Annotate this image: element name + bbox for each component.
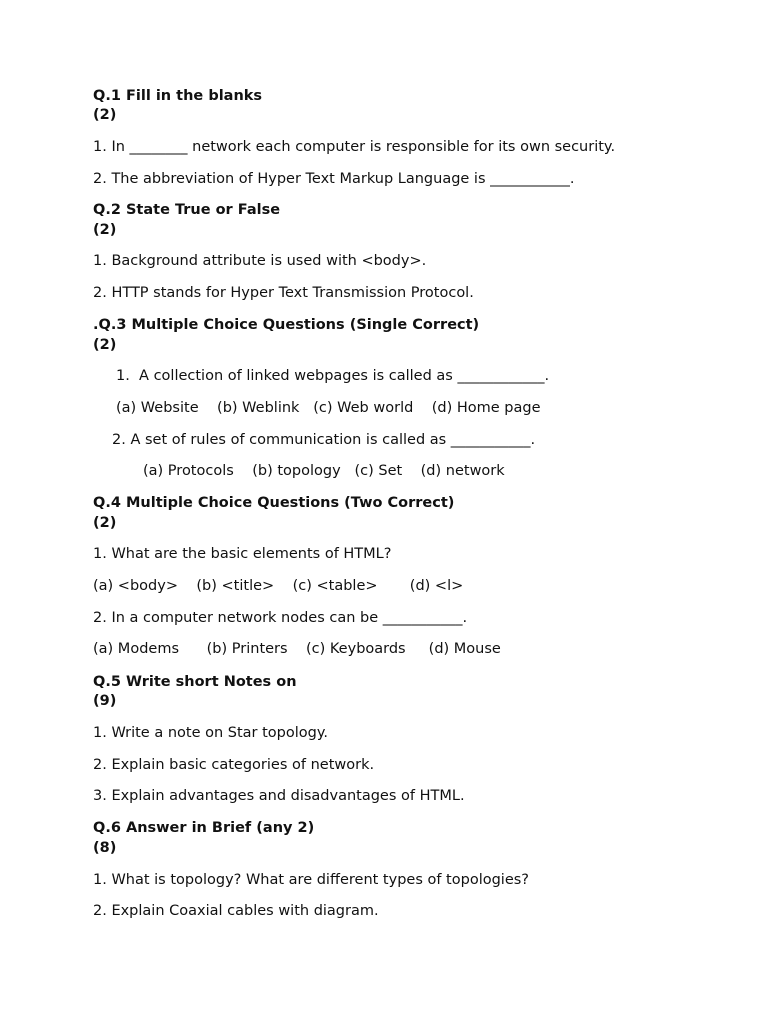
- q4-options-2: (a) Modems (b) Printers (c) Keyboards (d) Mouse: [93, 641, 501, 657]
- q4-item-1: 1. What are the basic elements of HTML?: [93, 546, 392, 562]
- q2-marks: (2): [93, 222, 117, 238]
- q3-options-1: (a) Website (b) Weblink (c) Web world (d) Home page: [116, 400, 541, 416]
- q3-options-2: (a) Protocols (b) topology (c) Set (d) network: [143, 463, 505, 479]
- q6-marks: (8): [93, 840, 117, 856]
- q2-item-1: 1. Background attribute is used with <body>.: [93, 253, 427, 269]
- q4-marks: (2): [93, 515, 117, 531]
- q2-item-2: 2. HTTP stands for Hyper Text Transmission Protocol.: [93, 285, 474, 301]
- q1-marks: (2): [93, 107, 117, 123]
- q4-item-2: 2. In a computer network nodes can be ___________.: [93, 610, 468, 626]
- q5-marks: (9): [93, 693, 117, 709]
- q5-item-1: 1. Write a note on Star topology.: [93, 725, 328, 741]
- q3-item-2: 2. A set of rules of communication is called as ___________.: [112, 432, 536, 448]
- q4-heading: Q.4 Multiple Choice Questions (Two Correct): [93, 495, 455, 511]
- q4-options-1: (a) <body> (b) <title> (c) <table> (d) <l>: [93, 578, 464, 594]
- q1-heading: Q.1 Fill in the blanks: [93, 88, 263, 104]
- q5-heading: Q.5 Write short Notes on: [93, 674, 297, 690]
- q3-heading: .Q.3 Multiple Choice Questions (Single Correct): [93, 317, 480, 333]
- q6-item-1: 1. What is topology? What are different types of topologies?: [93, 872, 529, 888]
- q5-item-3: 3. Explain advantages and disadvantages of HTML.: [93, 788, 465, 804]
- q5-item-2: 2. Explain basic categories of network.: [93, 757, 375, 773]
- q3-item-1: 1. A collection of linked webpages is called as ____________.: [116, 368, 550, 384]
- q1-item-2: 2. The abbreviation of Hyper Text Markup Language is ___________.: [93, 171, 575, 187]
- q1-item-1: 1. In ________ network each computer is responsible for its own security.: [93, 139, 616, 155]
- q2-heading: Q.2 State True or False: [93, 202, 281, 218]
- q3-marks: (2): [93, 337, 117, 353]
- q6-item-2: 2. Explain Coaxial cables with diagram.: [93, 903, 379, 919]
- q6-heading: Q.6 Answer in Brief (any 2): [93, 820, 315, 836]
